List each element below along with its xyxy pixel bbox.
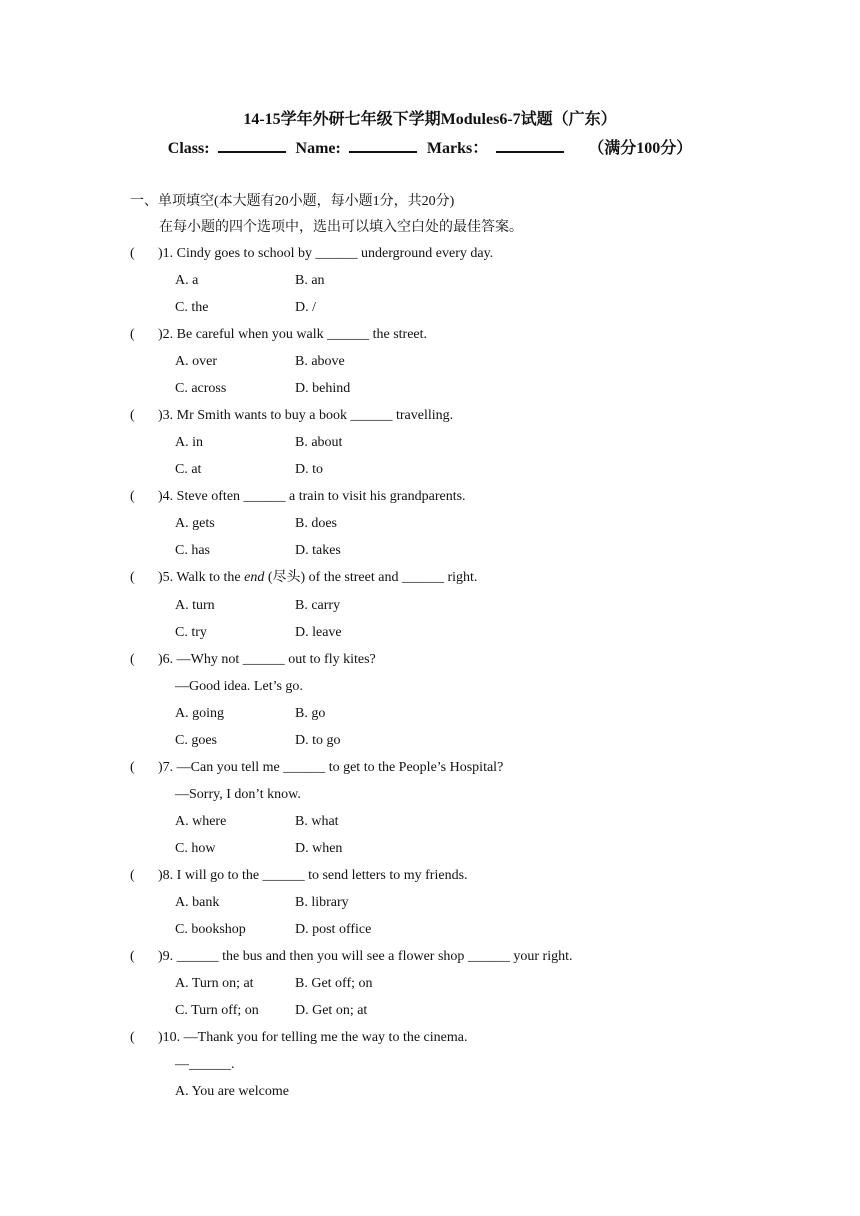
answer-paren: ( [130, 246, 135, 261]
option-d: D. leave [295, 625, 342, 640]
answer-paren: ( [130, 868, 135, 883]
question-stem: )5. Walk to the end (尽头) of the street and ______ right. [158, 570, 478, 585]
answer-paren: ( [130, 760, 135, 775]
question-stem: )8. I will go to the ______ to send letters to my friends. [158, 868, 468, 883]
option-a: A. bank [175, 895, 220, 910]
answer-paren: ( [130, 652, 135, 667]
question-stem: )2. Be careful when you walk ______ the street. [158, 327, 428, 342]
option-b: B. above [295, 354, 345, 369]
student-info-line [0, 135, 860, 158]
question-stem: )10. —Thank you for telling me the way to the cinema. [158, 1030, 468, 1045]
answer-paren: ( [130, 408, 135, 423]
marks-label: Marks： [426, 140, 489, 157]
question-stem: )9. ______ the bus and then you will see a flower shop ______ your right. [158, 949, 573, 964]
option-c: C. bookshop [175, 922, 246, 937]
option-c: C. across [175, 381, 227, 396]
option-a: A. gets [175, 516, 215, 531]
option-a: A. turn [175, 598, 215, 613]
option-a: A. You are welcome [175, 1084, 289, 1099]
emphasized-word: end [244, 570, 265, 585]
option-a: A. where [175, 814, 227, 829]
option-b: B. about [295, 435, 343, 450]
class-blank [218, 139, 286, 153]
full-marks: （满分100分） [588, 140, 693, 157]
option-a: A. over [175, 354, 217, 369]
question-stem: )4. Steve often ______ a train to visit his grandparents. [158, 489, 466, 504]
option-c: C. has [175, 543, 210, 558]
option-b: B. Get off; on [295, 976, 373, 991]
question-stem: )6. —Why not ______ out to fly kites? [158, 652, 376, 667]
option-d: D. when [295, 841, 343, 856]
option-d: D. takes [295, 543, 341, 558]
answer-paren: ( [130, 1030, 135, 1045]
option-c: C. Turn off; on [175, 1003, 259, 1018]
option-b: B. carry [295, 598, 341, 613]
option-c: C. how [175, 841, 216, 856]
question-stem: )1. Cindy goes to school by ______ underground every day. [158, 246, 494, 261]
option-d: D. Get on; at [295, 1003, 368, 1018]
class-label: Class: [167, 140, 210, 157]
name-label: Name: [295, 140, 341, 157]
option-d: D. post office [295, 922, 372, 937]
option-c: C. goes [175, 733, 217, 748]
option-a: A. in [175, 435, 203, 450]
option-a: A. going [175, 706, 224, 721]
answer-paren: ( [130, 949, 135, 964]
option-a: A. Turn on; at [175, 976, 254, 991]
question-stem: )7. —Can you tell me ______ to get to the People’s Hospital? [158, 760, 504, 775]
option-c: C. at [175, 462, 202, 477]
reply-text: —Good idea. Let’s go. [175, 679, 303, 694]
question-stem: )3. Mr Smith wants to buy a book ______ travelling. [158, 408, 454, 423]
option-d: D. to [295, 462, 323, 477]
option-d: D. behind [295, 381, 351, 396]
option-b: B. an [295, 273, 325, 288]
name-blank [349, 139, 417, 153]
answer-paren: ( [130, 327, 135, 342]
option-c: C. try [175, 625, 207, 640]
answer-paren: ( [130, 570, 135, 585]
marks-blank [496, 139, 564, 153]
option-c: C. the [175, 300, 209, 315]
page-title: 14-15学年外研七年级下学期Modules6-7试题（广东） [243, 111, 617, 128]
section-heading: 一、单项填空(本大题有20小题，每小题1分，共20分) [130, 194, 455, 209]
option-b: B. go [295, 706, 326, 721]
reply-text: —______. [175, 1057, 235, 1072]
reply-text: —Sorry, I don’t know. [175, 787, 301, 802]
section-instruction: 在每小题的四个选项中，选出可以填入空白处的最佳答案。 [159, 220, 523, 235]
option-d: D. to go [295, 733, 341, 748]
option-d: D. / [295, 300, 316, 315]
answer-paren: ( [130, 489, 135, 504]
option-b: B. library [295, 895, 349, 910]
option-a: A. a [175, 273, 199, 288]
option-b: B. what [295, 814, 339, 829]
option-b: B. does [295, 516, 337, 531]
